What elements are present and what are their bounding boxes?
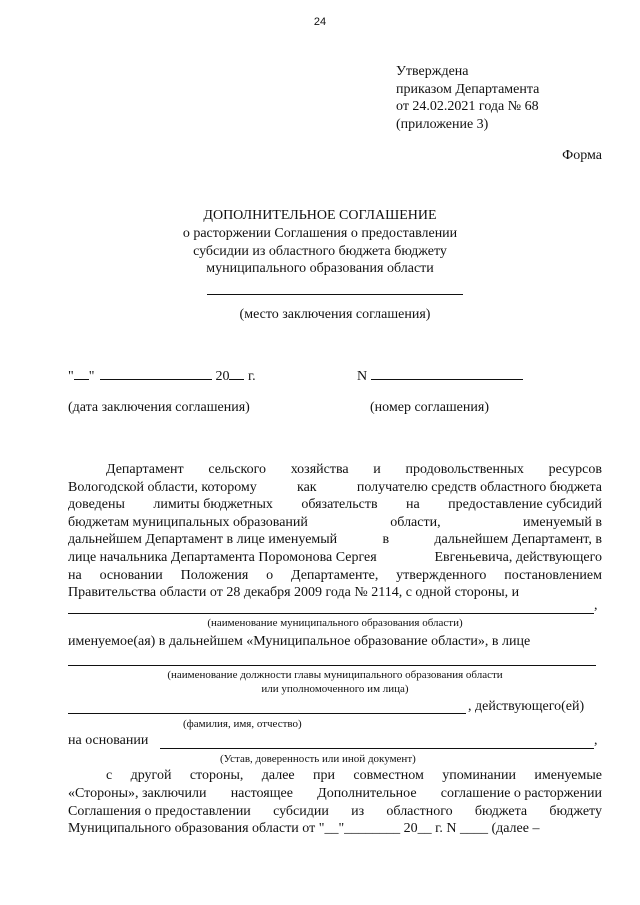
- text-line: [106, 462, 602, 478]
- close-quote: ": [88, 369, 95, 384]
- text-segment: субсидии: [273, 803, 329, 819]
- text-segment: продовольственных: [405, 462, 524, 477]
- text-line: [68, 568, 602, 584]
- comma: ,: [594, 733, 598, 748]
- basis-caption: (Устав, доверенность или иной документ): [220, 753, 416, 765]
- title-line: о расторжении Соглашения о предоставлении: [182, 225, 458, 241]
- year-field[interactable]: [229, 379, 244, 380]
- head-position-caption: [68, 668, 602, 696]
- municipality-caption: (наименование муниципального образования области): [207, 617, 463, 629]
- text-segment: областного: [386, 803, 453, 819]
- municipality-field-line[interactable]: [68, 613, 594, 614]
- caption-line: или уполномоченного им лица): [261, 683, 409, 695]
- text-segment: о: [266, 567, 274, 583]
- text-segment: на: [68, 567, 82, 583]
- text-segment: упоминании: [442, 768, 516, 783]
- text-segment: как: [297, 479, 317, 495]
- text-segment: ресурсов: [548, 462, 602, 477]
- fio-field-line[interactable]: [68, 713, 466, 714]
- place-caption: (место заключения соглашения): [239, 307, 431, 322]
- text-line: [106, 768, 602, 784]
- text-segment: бюджету: [549, 803, 602, 819]
- year-prefix: 20: [215, 369, 230, 384]
- basis-field-line[interactable]: [160, 748, 594, 749]
- text-segment: лимиты бюджетных: [153, 497, 273, 513]
- text-line: [68, 532, 602, 548]
- text-segment: дальнейшем Департамент в лице именуемый: [68, 532, 338, 548]
- text-line: [68, 786, 602, 802]
- text-line: [68, 550, 602, 566]
- approval-line: приказом Департамента: [396, 81, 540, 97]
- year-suffix: г.: [247, 369, 256, 384]
- title-line: муниципального образования области: [206, 261, 434, 277]
- month-field[interactable]: [100, 379, 212, 380]
- approval-line: Утверждена: [396, 64, 469, 79]
- text-segment: другой: [130, 768, 172, 783]
- page-number: 24: [313, 16, 327, 28]
- open-quote: ": [68, 369, 74, 384]
- text-segment: Департаменте,: [290, 567, 379, 583]
- text-segment: Положения: [180, 567, 249, 583]
- text-segment: области,: [390, 514, 441, 530]
- text-segment: Правительства области от 28 декабря 2009 года № 2114, с одной стороны, и: [68, 585, 520, 601]
- approval-line: от 24.02.2021 года № 68: [396, 99, 539, 114]
- text-segment: бюджетам муниципальных образований: [68, 514, 308, 530]
- text-segment: хозяйства: [290, 462, 349, 477]
- text-segment: стороны,: [189, 768, 244, 783]
- text-segment: в: [382, 532, 390, 548]
- basis-prefix: на основании: [68, 733, 149, 748]
- text-line: [68, 480, 602, 496]
- text-line: [68, 804, 602, 820]
- text-segment: постановлением: [504, 567, 602, 583]
- text-segment: соглашение о расторжении: [440, 785, 602, 801]
- text-segment: лице начальника Департамента Поромонова Сергея: [68, 550, 377, 565]
- text-segment: именуемый в: [523, 514, 602, 530]
- text-segment: бюджета: [474, 803, 528, 819]
- text-segment: совместном: [353, 768, 424, 783]
- text-segment: получателю средств областного бюджета: [356, 479, 602, 495]
- text-segment: «Стороны», заключили: [68, 785, 207, 801]
- number-caption: (номер соглашения): [370, 400, 489, 415]
- approval-stamp: [396, 63, 539, 133]
- document-title: [0, 207, 640, 278]
- fio-caption: (фамилия, имя, отчество): [183, 718, 302, 730]
- text-segment: на: [406, 497, 420, 513]
- text-segment: доведены: [68, 497, 125, 513]
- approval-line: (приложение 3): [396, 116, 489, 132]
- text-segment: и: [373, 462, 381, 477]
- caption-line: (наименование должности главы муниципального образования области: [167, 669, 503, 681]
- text-segment: с: [106, 768, 113, 783]
- text-segment: Евгеньевича, действующего: [434, 550, 602, 565]
- form-label: Форма: [562, 148, 602, 163]
- title-line: субсидии из областного бюджета бюджету: [193, 243, 447, 259]
- text-segment: из: [351, 803, 365, 819]
- text-segment: Муниципального образования области от "__"________ 20__ г. N ____ (далее –: [68, 821, 540, 837]
- comma: ,: [594, 598, 598, 613]
- text-segment: именуемые: [534, 768, 602, 783]
- text-segment: дальнейшем Департамент, в: [434, 532, 602, 548]
- head-position-field-line[interactable]: [68, 665, 596, 666]
- text-segment: при: [313, 768, 336, 783]
- text-segment: основании: [99, 567, 163, 583]
- text-segment: утвержденного: [396, 567, 487, 583]
- title-line: ДОПОЛНИТЕЛЬНОЕ СОГЛАШЕНИЕ: [203, 208, 437, 223]
- text-segment: Дополнительное: [317, 785, 417, 801]
- date-caption: (дата заключения соглашения): [68, 400, 250, 415]
- text-segment: Департамент: [106, 462, 184, 477]
- text-segment: обязательств: [301, 497, 378, 513]
- number-prefix: N: [357, 369, 368, 384]
- text-line: [68, 515, 602, 531]
- text-segment: далее: [261, 768, 295, 783]
- text-segment: настоящее: [230, 785, 293, 801]
- place-field-line[interactable]: [207, 294, 463, 295]
- text-line: [68, 497, 602, 513]
- text-line: [68, 821, 602, 837]
- text-segment: предоставление субсидий: [448, 497, 602, 513]
- named-as-line: именуемое(ая) в дальнейшем «Муниципальное образование области», в лице: [68, 634, 531, 649]
- text-segment: Вологодской области, которому: [68, 479, 257, 495]
- text-segment: Соглашения о предоставлении: [68, 803, 251, 819]
- text-line: [68, 585, 602, 601]
- agreement-number-row: [357, 369, 523, 385]
- day-field[interactable]: [74, 379, 89, 380]
- acting-text: , действующего(ей): [468, 699, 585, 714]
- agreement-number-field[interactable]: [371, 379, 523, 380]
- date-row: [68, 369, 256, 385]
- text-segment: сельского: [208, 462, 267, 477]
